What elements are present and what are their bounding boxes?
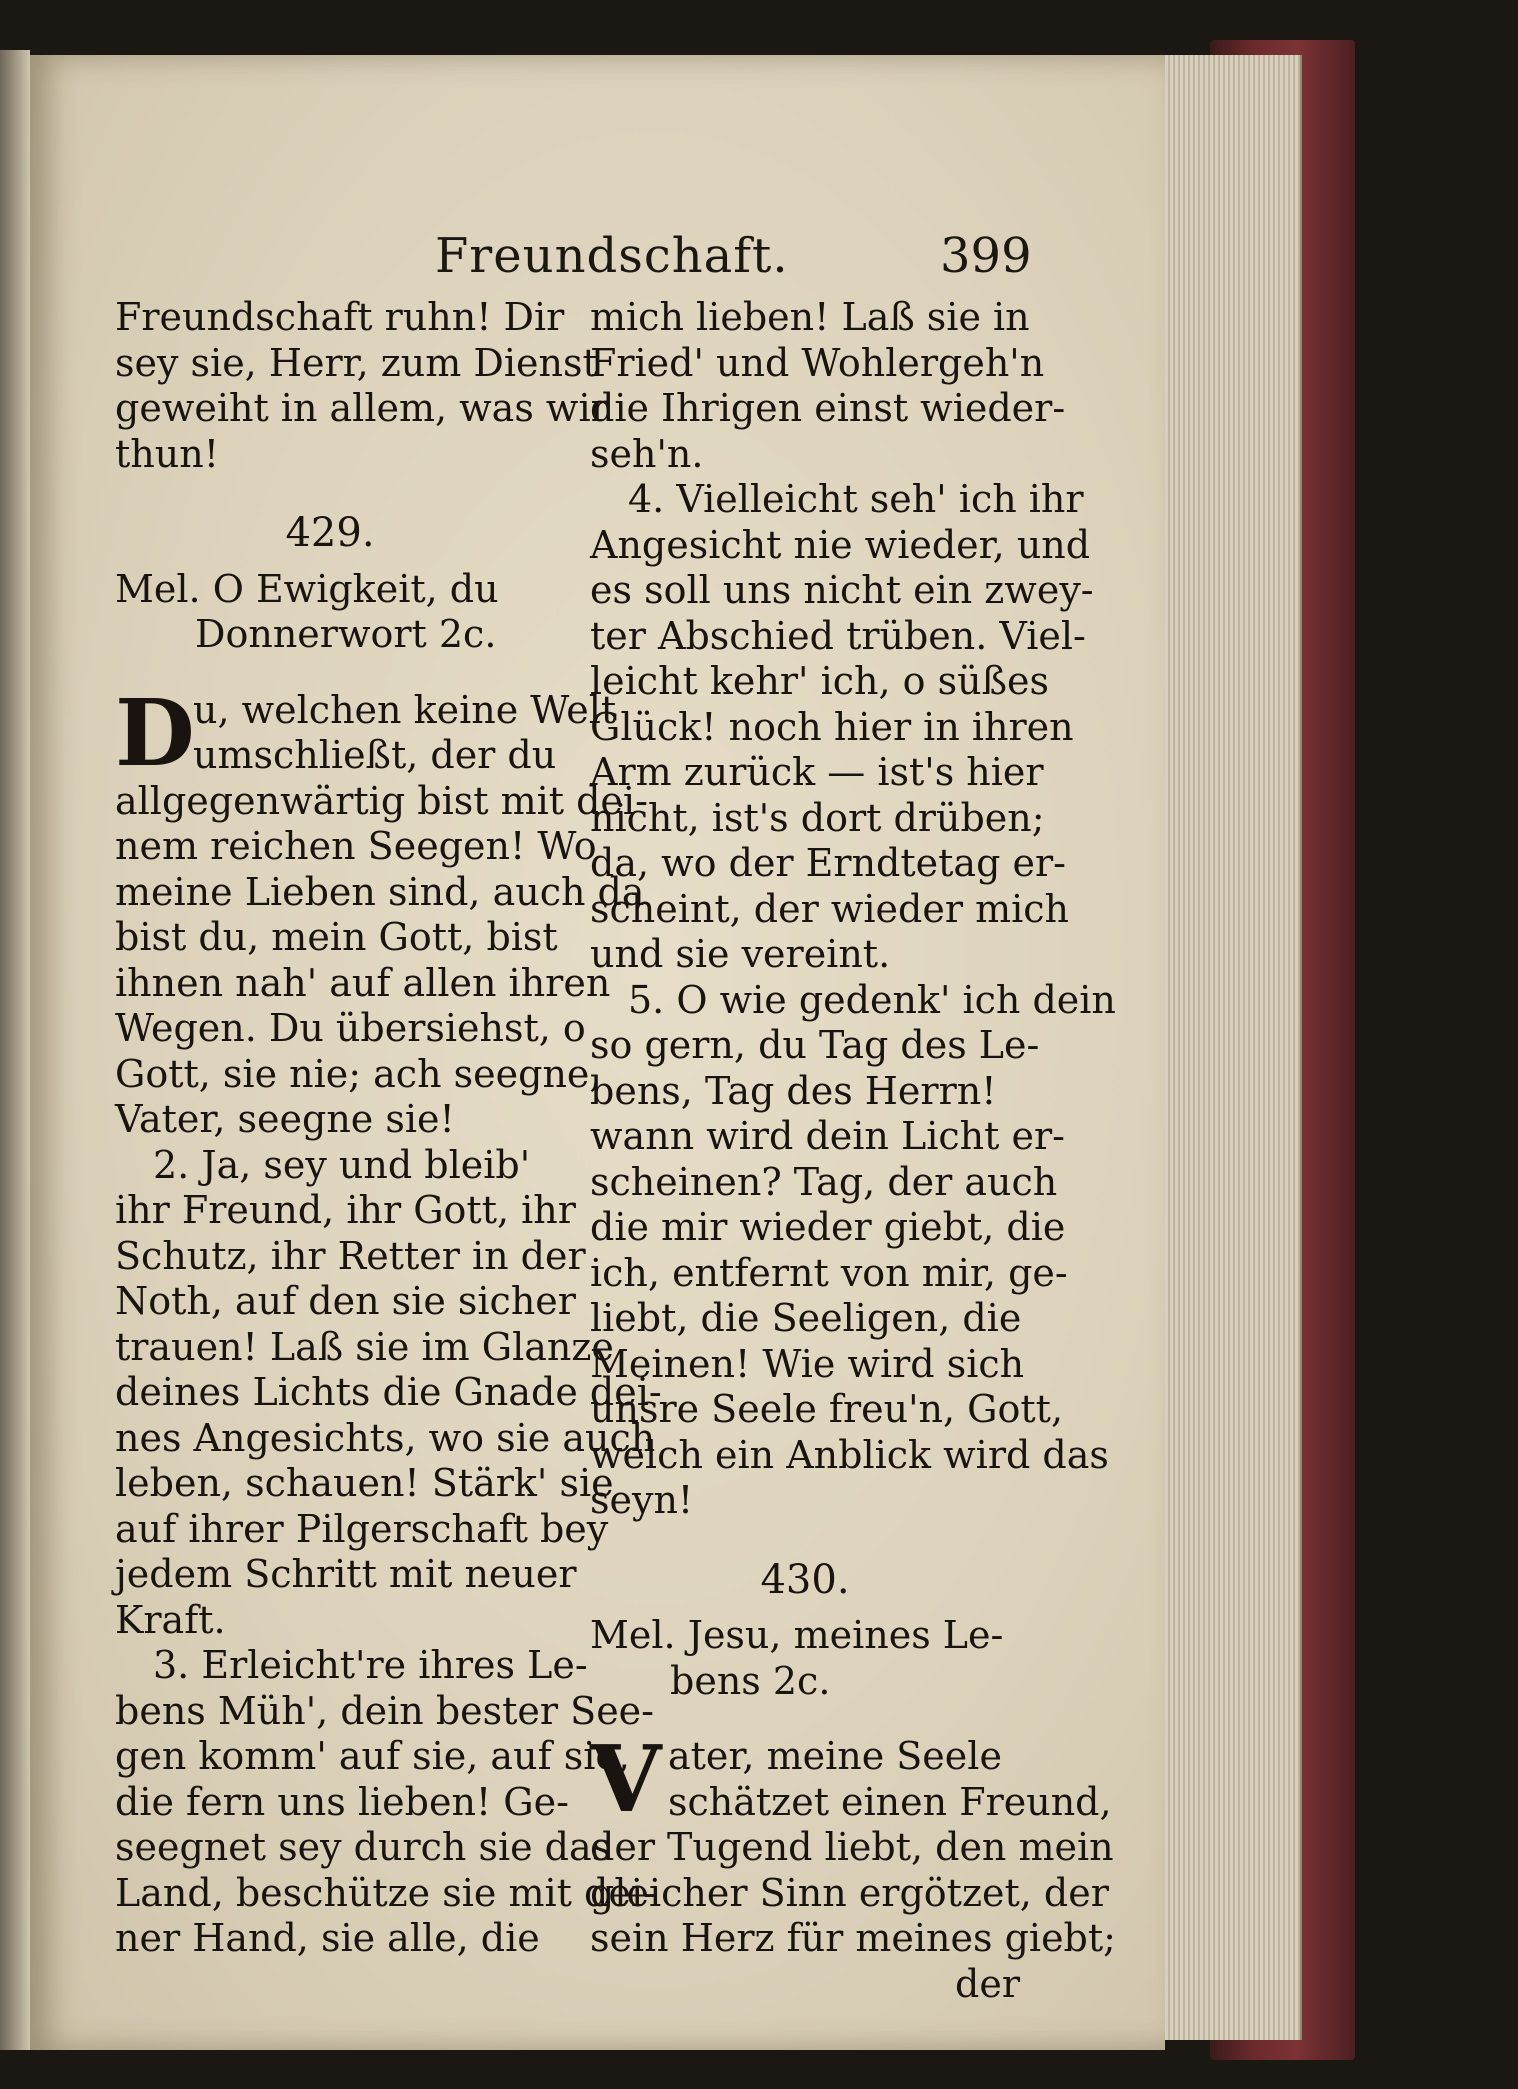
text-line: welch ein Anblick wird das xyxy=(590,1432,1109,1477)
text-line: und sie vereint. xyxy=(590,932,891,976)
text-line: seegnet sey durch sie das xyxy=(115,1825,612,1869)
page-block-edges xyxy=(1150,55,1302,2040)
text-line: u, welchen keine Welt xyxy=(193,687,617,732)
text-line: Angesicht nie wieder, und xyxy=(590,522,1091,567)
text-line: so gern, du Tag des Le- xyxy=(590,1023,1040,1067)
text-line: leben, schauen! Stärk' sie xyxy=(115,1461,614,1505)
text-line: Fried' und Wohlergeh'n xyxy=(590,340,1045,385)
text-line: trauen! Laß sie im Glanze xyxy=(115,1324,614,1369)
text-line: Freundschaft ruhn! Dir xyxy=(115,295,565,339)
text-line: jedem Schritt mit neuer xyxy=(115,1552,577,1596)
catchword: der xyxy=(955,1961,1020,2006)
text-line: sein Herz für meines giebt; xyxy=(590,1916,1116,1960)
text-line: wann wird dein Licht er- xyxy=(590,1114,1065,1158)
melody-indication: Mel. O Ewigkeit, du xyxy=(115,566,499,611)
text-line: Wegen. Du übersiehst, o xyxy=(115,1006,586,1050)
text-line: scheint, der wieder mich xyxy=(590,886,1070,931)
text-line: Meinen! Wie wird sich xyxy=(590,1341,1025,1386)
hymn-number: 429. xyxy=(285,510,375,556)
text-line: allgegenwärtig bist mit dei- xyxy=(115,778,648,823)
text-line: deines Lichts die Gnade dei- xyxy=(115,1370,662,1414)
hymn-number: 430. xyxy=(760,1556,850,1603)
text-line: Land, beschütze sie mit dei- xyxy=(115,1870,656,1915)
text-line: gen komm' auf sie, auf sie, xyxy=(115,1734,630,1778)
text-line: Noth, auf den sie sicher xyxy=(115,1279,576,1323)
facing-page-edge xyxy=(0,50,30,2050)
text-line: Vater, seegne sie! xyxy=(115,1097,455,1141)
right-column xyxy=(590,295,1116,2007)
text-line: 2. Ja, sey und bleib' xyxy=(153,1142,531,1187)
text-line: ter Abschied trüben. Viel- xyxy=(590,613,1086,658)
text-line: schätzet einen Freund, xyxy=(668,1779,1112,1824)
text-line: scheinen? Tag, der auch xyxy=(590,1159,1058,1204)
text-line: die mir wieder giebt, die xyxy=(590,1205,1066,1249)
text-line: seyn! xyxy=(590,1478,694,1522)
text-line: ich, entfernt von mir, ge- xyxy=(590,1250,1068,1295)
text-line: geweiht in allem, was wir xyxy=(115,386,609,430)
text-line: bens, Tag des Herrn! xyxy=(590,1068,997,1113)
running-head xyxy=(30,173,1165,284)
melody-indication: Mel. Jesu, meines Le- xyxy=(590,1613,1004,1657)
text-line: nem reichen Seegen! Wo xyxy=(115,824,597,868)
text-line: bens Müh', dein bester See- xyxy=(115,1688,655,1733)
text-line: 4. Vielleicht seh' ich ihr xyxy=(628,477,1084,521)
text-line: 5. O wie gedenk' ich dein xyxy=(628,977,1116,1022)
text-line: Kraft. xyxy=(115,1597,226,1642)
text-line: nicht, ist's dort drüben; xyxy=(590,795,1045,840)
verse-opening xyxy=(590,1725,1112,1833)
text-line: seh'n. xyxy=(590,431,704,476)
text-line: nes Angesichts, wo sie auch xyxy=(115,1415,656,1460)
text-line: der Tugend liebt, den mein xyxy=(590,1825,1114,1869)
text-line: Gott, sie nie; ach seegne, xyxy=(115,1051,602,1096)
text-line: gleicher Sinn ergötzet, der xyxy=(590,1870,1109,1915)
text-line: meine Lieben sind, auch da xyxy=(115,869,645,914)
text-line: ihr Freund, ihr Gott, ihr xyxy=(115,1188,576,1232)
text-line: auf ihrer Pilgerschaft bey xyxy=(115,1506,609,1551)
text-line: ater, meine Seele xyxy=(668,1734,1002,1778)
text-line: Arm zurück — ist's hier xyxy=(590,750,1044,794)
page-title: Freundschaft. xyxy=(435,228,789,284)
text-line: es soll uns nicht ein zwey- xyxy=(590,568,1094,612)
text-line: bist du, mein Gott, bist xyxy=(115,915,558,959)
text-line: mich lieben! Laß sie in xyxy=(590,295,1030,339)
book-page xyxy=(30,55,1165,2050)
text-line: unsre Seele freu'n, Gott, xyxy=(590,1387,1064,1431)
verse-opening xyxy=(115,678,617,787)
drop-cap: D xyxy=(115,678,195,787)
text-line: leicht kehr' ich, o süßes xyxy=(590,659,1049,703)
text-line: umschließt, der du xyxy=(193,733,557,777)
text-line: Schutz, ihr Retter in der xyxy=(115,1233,586,1278)
drop-cap: V xyxy=(590,1725,662,1833)
text-line: da, wo der Erndtetag er- xyxy=(590,841,1066,885)
text-line: die Ihrigen einst wieder- xyxy=(590,386,1066,430)
melody-indication-cont: Donnerwort 2c. xyxy=(195,612,497,656)
text-line: ihnen nah' auf allen ihren xyxy=(115,960,611,1005)
text-line: thun! xyxy=(115,431,219,476)
text-line: 3. Erleicht're ihres Le- xyxy=(153,1643,588,1687)
text-line: sey sie, Herr, zum Dienst xyxy=(115,340,598,385)
text-line: die fern uns lieben! Ge- xyxy=(115,1779,569,1824)
text-line: liebt, die Seeligen, die xyxy=(590,1296,1022,1340)
page-number: 399 xyxy=(940,228,1032,284)
text-line: Glück! noch hier in ihren xyxy=(590,704,1074,749)
text-line: ner Hand, sie alle, die xyxy=(115,1916,540,1960)
melody-indication-cont: bens 2c. xyxy=(670,1658,831,1703)
